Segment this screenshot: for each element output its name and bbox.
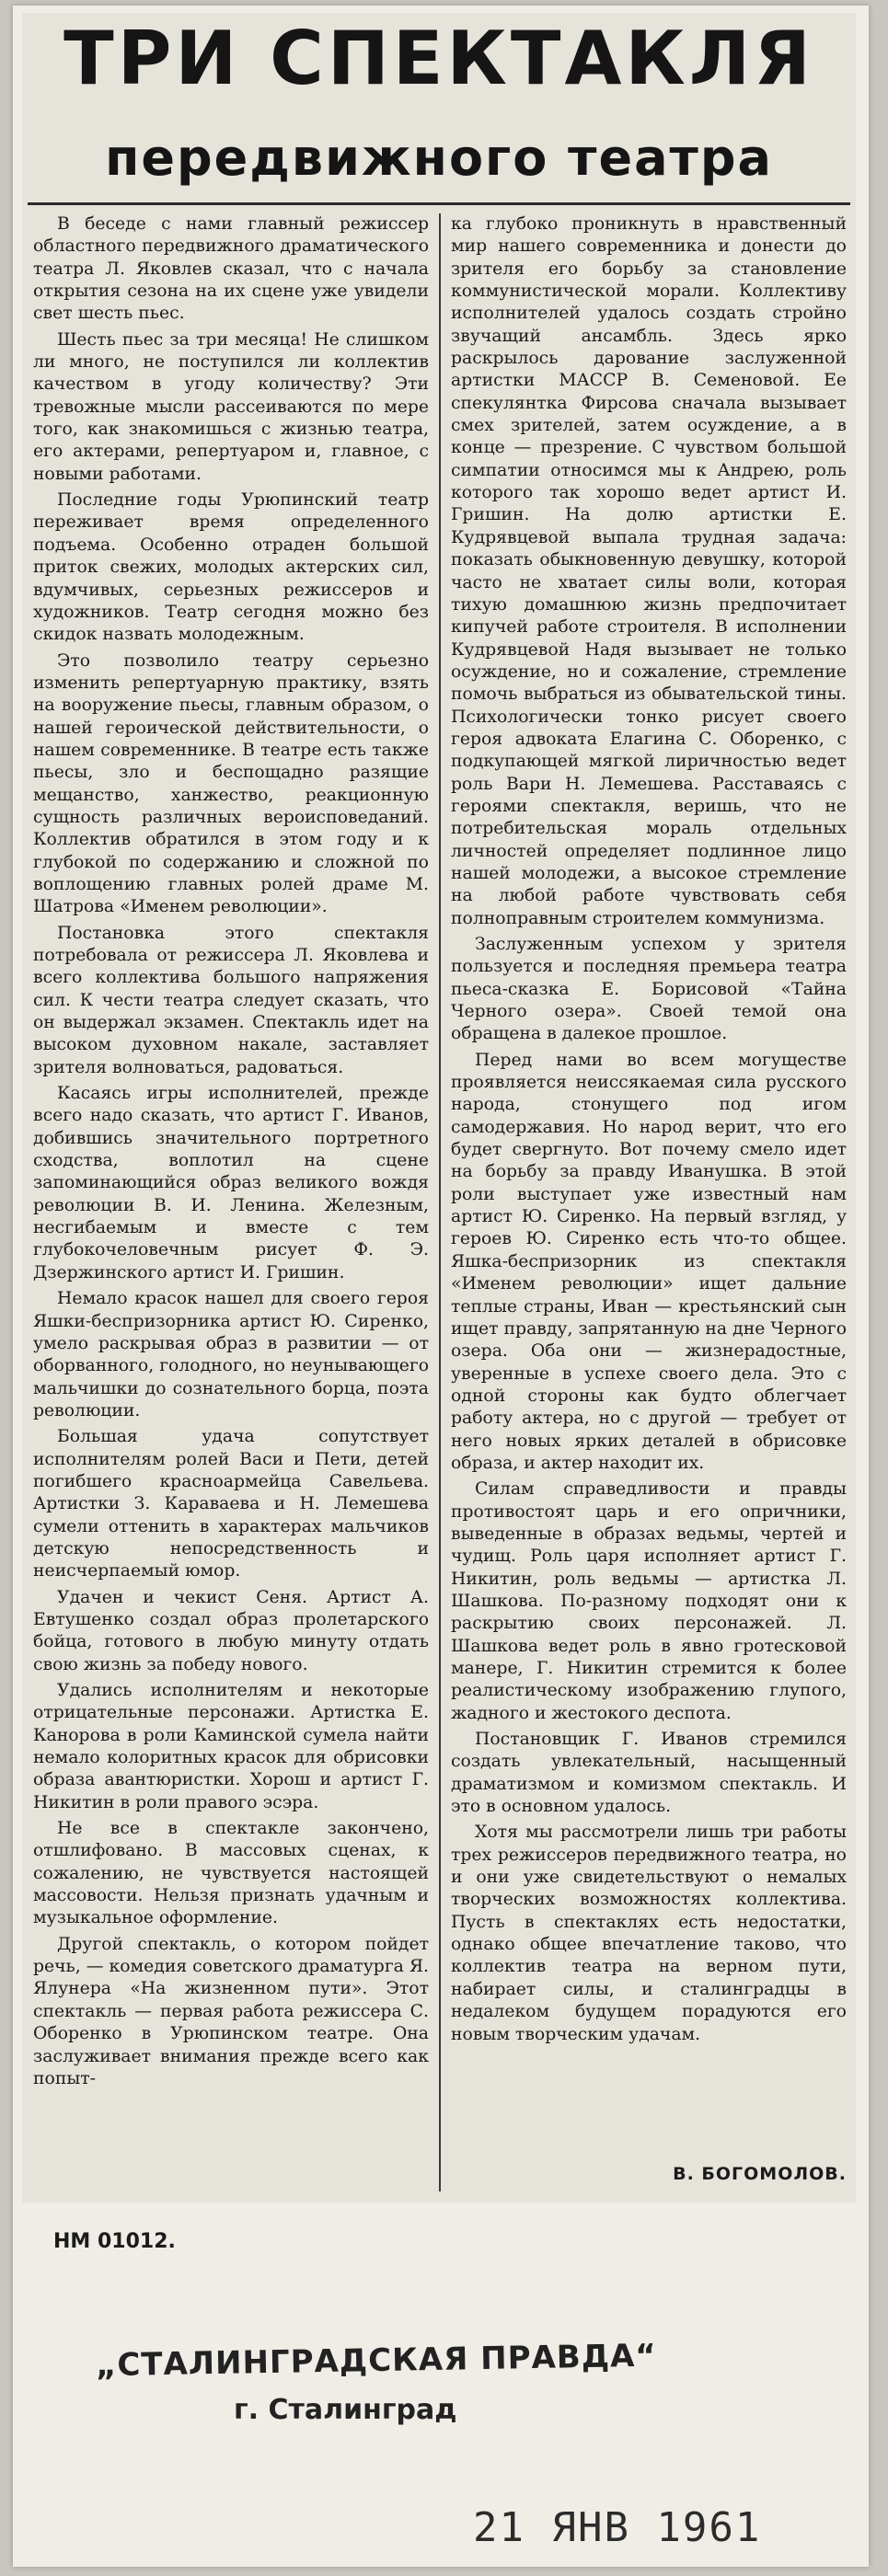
paragraph: Удались исполнителям и некоторые отрицательные персонажи. Артистка Е. Канорова в роли Каминской сумела найти немало колоритных красок для обрисовки образа авантюристки. Хорош и артист Г. Никитин в роли правого эсэра.: [33, 1681, 429, 1812]
paragraph: ка глубоко проникнуть в нравственный мир нашего современника и донести до зрителя его борьбу за становление коммунистической морали. Коллективу исполнителей удалось создать стройно звучащий ансамбль. Здесь ярко раскрылось дарование заслуженной артистки МАССР В. Семеновой. Ее спекулянтка Фирсова сначала вызывает смех зрителей, затем осуждение, а в конце — презрение. С чувством большой симпатии относимся мы к Андрею, роль которого так хорошо ведет артист И. Гришин. На долю артистки Е. Кудрявцевой выпала трудная задача: показать обыкновенную девушку, которой часто не хватает силы воли, которая тихую домашнюю жизнь предпочитает кипучей работе строителя. В исполнении Кудрявцевой Надя вызывает не только осуждение, но и сожаление, стремление помочь выбраться из обывательской тины. Психологически тонко рисует своего героя адвоката Елагина С. Оборенко, с подкупающей мягкой лиричностью ведет роль Вари Н. Лемешева. Расставаясь с героями спектакля, веришь, что не потребительская мораль отдельных личностей определяет подлинное лицо нашей молодежи, а высокое стремление на любой работе чувствовать себя полноправным строителем коммунизма.: [451, 214, 847, 928]
paragraph: Перед нами во всем могуществе проявляется неиссякаемая сила русского народа, стонущего под игом самодержавия. Но народ верит, что его будет свергнуто. Вот почему смело идет на борьбу за правду Иванушка. В этой роли выступает уже известный нам артист Ю. Сиренко. На первый взгляд, у героев Ю. Сиренко есть что-то общее. Яшка-беспризорник из спектакля «Именем революции» ищет дальние теплые страны, Иван — крестьянский сын ищет правду, запрятанную на дне Черного озера. Оба они — жизнерадостные, уверенные в успехе своего дела. Это с одной стороны как будто облегчает работу актера, но с другой — требует от него новых ярких деталей в обрисовке образа, и актер находит их.: [451, 1050, 847, 1473]
article-headline: ТРИ СПЕКТАКЛЯ: [63, 16, 814, 101]
paragraph: Удачен и чекист Сеня. Артист А. Евтушенко создал образ пролетарского бойца, готового в любую минуту отдать свою жизнь за победу нового.: [33, 1587, 429, 1674]
paragraph: Это позволило театру серьезно изменить репертуарную практику, взять на вооружение пьесы, главным образом, о нашей героической действительности, о нашем современнике. В театре есть также пьесы, зло и беспощадно разящие мещанство, ханжество, реакционную сущность различных вероисповеданий. Коллектив обратился в этом году и к глубокой по содержанию и сложной по воплощению главных ролей драме М. Шатрова «Именем революции».: [33, 650, 429, 917]
paragraph: Другой спектакль, о котором пойдет речь, — комедия советского драматурга Я. Ялунера «На жизненном пути». Этот спектакль — первая работа режиссера С. Оборенко в Урюпинском театре. Она заслуживает внимания прежде всего как попыт-: [33, 1934, 429, 2088]
article-subheadline: передвижного театра: [105, 129, 773, 187]
paragraph: Заслуженным успехом у зрителя пользуется и последняя премьера театра пьеса-сказка Е. Борисовой «Тайна Черного озера». Своей темой она обращена в далекое прошлое.: [451, 935, 847, 1044]
paragraph: Постановщик Г. Иванов стремился создать увлекательный, насыщенный драматизмом и комизмом спектакль. И это в основном удалось.: [451, 1730, 847, 1817]
column-divider: [439, 213, 441, 2191]
paragraph: Постановка этого спектакля потребовала от режиссера Л. Яковлева и всего коллектива большого напряжения сил. К чести театра следует сказать, что он выдержал экзамен. Спектакль идет на высоком духовном накале, заставляет зрителя волноваться, радоваться.: [33, 923, 429, 1077]
article-column-right: [451, 213, 847, 2050]
paper-sheet: [13, 6, 869, 2567]
archive-code: НМ 01012.: [53, 2230, 176, 2253]
newspaper-clipping: [22, 13, 856, 2202]
paragraph: Силам справедливости и правды противостоят царь и его опричники, выведенные в образах ведьмы, чертей и чудищ. Роль царя исполняет артист Г. Никитин, роль ведьмы — артистка Л. Шашкова. По-разному подходят они к раскрытию своих персонажей. Л. Шашкова ведет роль в явно гротесковой манере, Г. Никитин стремится к более реалистическому изображению глупого, жадного и жестокого деспота.: [451, 1479, 847, 1723]
paragraph: Шесть пьес за три месяца! Не слишком ли много, не поступился ли коллектив качеством в угоду количеству? Эти тревожные мысли рассеиваются по мере того, как знакомишься с жизнью театра, его актерами, репертуаром и, главное, с новыми работами.: [33, 329, 429, 484]
headline-rule: [28, 202, 850, 205]
author-signature: В. БОГОМОЛОВ.: [673, 2164, 847, 2184]
paragraph: В беседе с нами главный режиссер областного передвижного драматического театра Л. Яковлев сказал, что с начала открытия сезона на их сцене уже увидели свет шесть пьес.: [33, 214, 429, 324]
paragraph: Не все в спектакле закончено, отшлифовано. В массовых сценах, к сожалению, не чувствуется настоящей массовости. Нельзя признать удачным и музыкальное оформление.: [33, 1819, 429, 1928]
article-column-left: [33, 213, 429, 2094]
newspaper-stamp: „СТАЛИНГРАДСКАЯ ПРАВДА“: [95, 2337, 658, 2385]
paragraph: Хотя мы рассмотрели лишь три работы трех режиссеров передвижного театра, но и они уже свидетельствуют о немалых творческих возможностях коллектива. Пусть в спектаклях есть недостатки, однако общее впечатление таково, что коллектив театра на верном пути, набирает силы, и сталинградцы в недалеком будущем порадуются его новым творческим удачам.: [451, 1823, 847, 2044]
paragraph: Большая удача сопутствует исполнителям ролей Васи и Пети, детей погибшего красноармейца Савельева. Артистки З. Караваева и Н. Лемешева сумели оттенить в характерах мальчиков детскую непосредственность и неисчерпаемый юмор.: [33, 1427, 429, 1581]
paragraph: Касаясь игры исполнителей, прежде всего надо сказать, что артист Г. Иванов, добившись значительного портретного сходства, воплотил на сцене запоминающийся образ великого вождя революции В. И. Ленина. Железным, несгибаемым и вместе с тем глубокочеловечным рисует Ф. Э. Дзержинского артист И. Гришин.: [33, 1084, 429, 1282]
paragraph: Последние годы Урюпинский театр переживает время определенного подъема. Особенно отраден большой приток свежих, молодых актерских сил, вдумчивых, серьезных режиссеров и художников. Театр сегодня можно без скидок назвать молодежным.: [33, 490, 429, 645]
city-stamp: г. Сталинград: [234, 2394, 457, 2426]
date-stamp: 21 ЯНВ 1961: [473, 2504, 762, 2551]
paragraph: Немало красок нашел для своего героя Яшки-беспризорника артист Ю. Сиренко, умело раскрывая образ в развитии — от оборванного, голодного, но неунывающего мальчишки до сознательного борца, поэта революции.: [33, 1289, 429, 1420]
